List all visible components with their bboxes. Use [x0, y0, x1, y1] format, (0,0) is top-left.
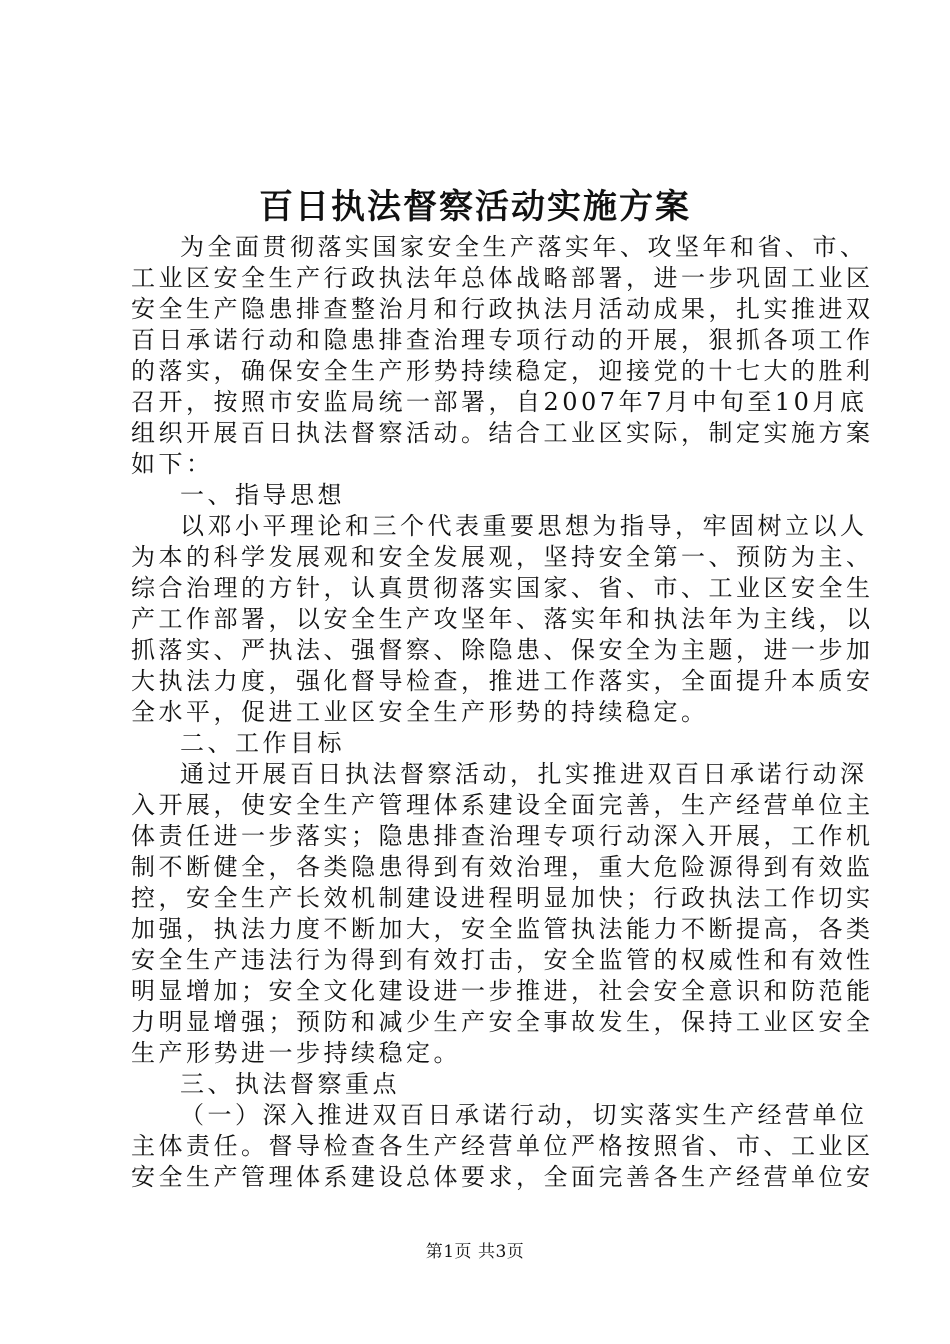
text-line: 抓落实、严执法、强督察、除隐患、保安全为主题，进一步加 [131, 636, 874, 664]
text-line: 百日承诺行动和隐患排查治理专项行动的开展，狠抓各项工作 [131, 326, 874, 354]
text-line: 明显增加；安全文化建设进一步推进，社会安全意识和防范能 [131, 977, 874, 1005]
text-line: 以邓小平理论和三个代表重要思想为指导，牢固树立以人 [180, 512, 868, 540]
text-line: （一）深入推进双百日承诺行动，切实落实生产经营单位 [180, 1101, 868, 1129]
text-line: 大执法力度，强化督导检查，推进工作落实，全面提升本质安 [131, 667, 874, 695]
text-line: 为全面贯彻落实国家安全生产落实年、攻坚年和省、市、 [180, 233, 868, 261]
text-line: 安全生产违法行为得到有效打击，安全监管的权威性和有效性 [131, 946, 874, 974]
text-line: 如下： [131, 450, 214, 478]
document-body [131, 232, 874, 1193]
text-line: 安全生产隐患排查整治月和行政执法月活动成果，扎实推进双 [131, 295, 874, 323]
text-line: 制不断健全，各类隐患得到有效治理，重大危险源得到有效监 [131, 853, 874, 881]
text-line: 全水平，促进工业区安全生产形势的持续稳定。 [131, 698, 709, 726]
text-line: 二、工作目标 [180, 729, 345, 757]
text-line: 为本的科学发展观和安全发展观，坚持安全第一、预防为主、 [131, 543, 874, 571]
text-line: 主体责任。督导检查各生产经营单位严格按照省、市、工业区 [131, 1132, 874, 1160]
text-line: 召开，按照市安监局统一部署，自2007年7月中旬至10月底 [131, 388, 868, 416]
text-line: 工业区安全生产行政执法年总体战略部署，进一步巩固工业区 [131, 264, 874, 292]
document-title: 百日执法督察活动实施方案 [259, 187, 691, 227]
text-line: 综合治理的方针，认真贯彻落实国家、省、市、工业区安全生 [131, 574, 874, 602]
text-line: 入开展，使安全生产管理体系建设全面完善，生产经营单位主 [131, 791, 874, 819]
text-line: 控，安全生产长效机制建设进程明显加快；行政执法工作切实 [131, 884, 874, 912]
page-footer: 第1页 共3页 [425, 1242, 525, 1262]
text-line: 加强，执法力度不断加大，安全监管执法能力不断提高，各类 [131, 915, 874, 943]
text-line: 力明显增强；预防和减少生产安全事故发生，保持工业区安全 [131, 1008, 874, 1036]
text-line: 三、执法督察重点 [180, 1070, 400, 1098]
text-line: 生产形势进一步持续稳定。 [131, 1039, 461, 1067]
text-line: 安全生产管理体系建设总体要求，全面完善各生产经营单位安 [131, 1163, 874, 1191]
text-line: 一、指导思想 [180, 481, 345, 509]
text-line: 产工作部署，以安全生产攻坚年、落实年和执法年为主线，以 [131, 605, 874, 633]
text-line: 的落实，确保安全生产形势持续稳定，迎接党的十七大的胜利 [131, 357, 874, 385]
text-line: 组织开展百日执法督察活动。结合工业区实际，制定实施方案 [131, 419, 874, 447]
text-line: 体责任进一步落实；隐患排查治理专项行动深入开展，工作机 [131, 822, 874, 850]
text-line: 通过开展百日执法督察活动，扎实推进双百日承诺行动深 [180, 760, 868, 788]
